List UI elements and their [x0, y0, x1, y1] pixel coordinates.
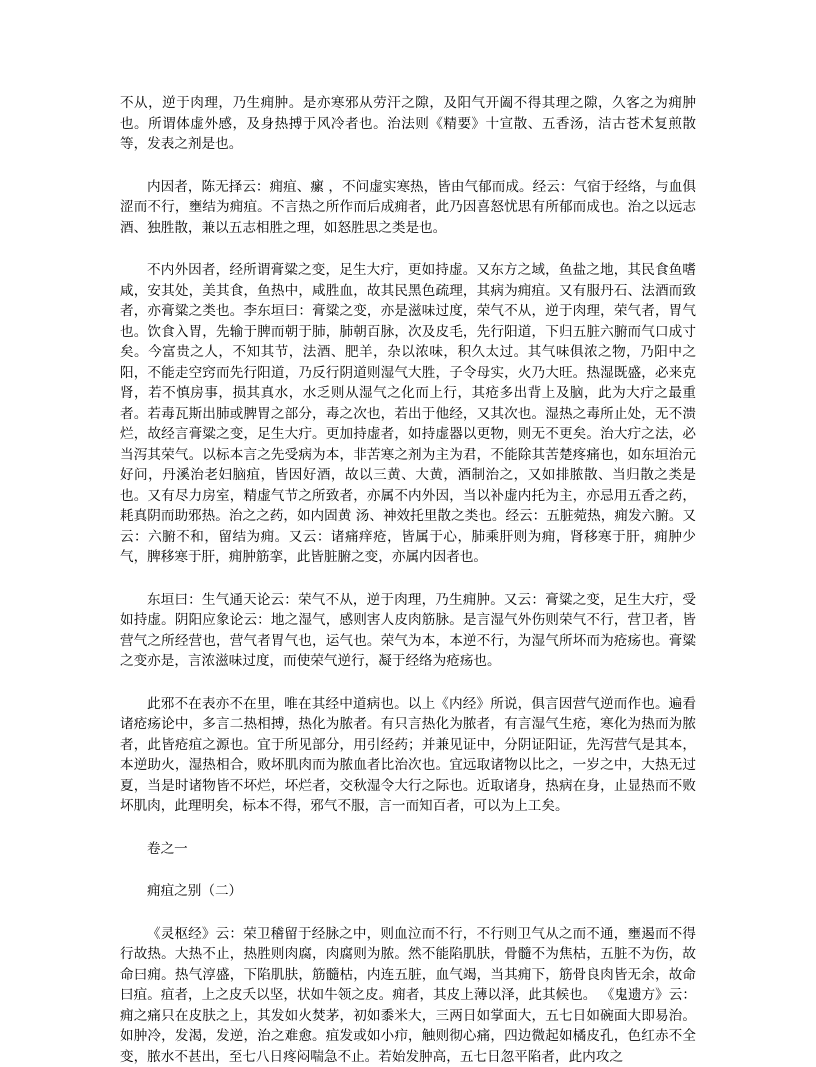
paragraph-gap: [120, 672, 696, 694]
paragraph-dongyuan: 东垣曰：生气通天论云：荣气不从，逆于肉理，乃生痈肿。又云：膏粱之变，足生大疔，受如持虚。阴阳应象论云：地之湿气，感则害人皮肉筋脉。是言湿气外伤则荣气不行，营卫者，皆营气之所经营也，营气者胃气也，运气也。荣气为本，本逆不行，为湿气所坏而为疮疡也。膏粱之变亦是，言浓滋味过度，而使荣气逆行，凝于经络为疮疡也。: [120, 590, 696, 672]
paragraph-neither-internal-external: 不内外因者，经所谓膏粱之变，足生大疔，更如持虚。又东方之域，鱼盐之地，其民食鱼嗜咸，安其处，美其食，鱼热中，咸胜血，故其民黑色疏理，其病为痈疽。又有服丹石、法酒而致者，亦膏粱之类也。李东垣曰：膏粱之变，亦是滋味过度，荣气不从，逆于肉理，荣气者，胃气也。饮食入胃，先输于脾而朝于肺，肺朝百脉，次及皮毛，先行阳道，下归五脏六腑而气口成寸矣。今富贵之人，不知其节，法酒、肥羊，杂以浓味，积久太过。其气味俱浓之物，乃阳中之阳，不能走空窍而先行阳道，乃反行阴道则湿气大胜，子令母实，火乃大旺。热湿既盛，必来克肾，若不慎房事，损其真水，水乏则从湿气之化而上行，其疮多出背上及脑，此为大疔之最重者。若毒瓦斯出肺或脾胃之部分，毒之次也，若出于他经，又其次也。湿热之毒所止处，无不溃烂，故经言膏粱之变，足生大疔。更加持虚者，如持虚器以更物，则无不更矣。治大疔之法，必当泻其荣气。以标本言之先受病为本，非苦寒之剂为主为君，不能除其苦楚疼痛也，如东垣治元好问，丹溪治老妇脑疽，皆因好酒，故以三黄、大黄，酒制治之，又如排脓散、当归散之类是也。又有尽力房室，精虚气节之所致者，亦属不内外因，当以补虚内托为主，亦忌用五香之药，耗真阴而助邪热。治之之药，如内固黄 汤、神效托里散之类也。经云：五脏菀热，痈发六腑。又云：六腑不和，留结为痈。又云：诸痛痒疮，皆属于心，肺乘肝则为痈，肾移寒于肝，痈肿少气，脾移寒于肝，痈肿筋挛，此皆脏腑之变，亦属内因者也。: [120, 260, 696, 568]
paragraph-gap: [120, 859, 696, 881]
paragraph-continuation: 不从，逆于肉理，乃生痈肿。是亦寒邪从劳汗之隙，及阳气开阖不得其理之隙，久客之为痈肿也。所谓体虚外感，及身热搏于风冷者也。治法则《精要》十宣散、五香汤，洁古苍术复煎散等，发表之剂是也。: [120, 93, 696, 155]
paragraph-gap: [120, 155, 696, 177]
paragraph-gap: [120, 902, 696, 924]
paragraph-gap: [120, 568, 696, 590]
paragraph-gap: [120, 817, 696, 839]
paragraph-evil-qi: 此邪不在表亦不在里，唯在其经中道病也。以上《内经》所说，俱言因营气逆而作也。遍看诸疮疡论中，多言二热相搏，热化为脓者。有只言热化为脓者，有言湿气生疮，寒化为热而为脓者，此皆疮疽之源也。宜于所见部分，用引经药；并兼见证中，分阴证阳证，先泻营气是其本，本逆助火，湿热相合，败坏肌肉而为脓血者比治次也。宜远取诸物以比之，一岁之中，大热无过夏，当是时诸物皆不坏烂，坏烂者，交秋湿令大行之际也。近取诸身，热病在身，止显热而不败坏肌肉，此理明矣，标本不得，邪气不服，言一而知百者，可以为上工矣。: [120, 694, 696, 817]
document-page: [120, 93, 696, 1067]
paragraph-internal-cause: 内因者，陈无择云：痈疽、瘰 ，不问虚实寒热，皆由气郁而成。经云：气宿于经络，与血俱涩而不行，壅结为痈疽。不言热之所作而后成痈者，此乃因喜怒忧思有所郁而成也。治之以远志酒、独胜散，兼以五志相胜之理，如怒胜思之类是也。: [120, 177, 696, 239]
section-heading: 痈疽之别（二）: [120, 881, 696, 902]
volume-heading: 卷之一: [120, 839, 696, 860]
paragraph-gap: [120, 238, 696, 260]
paragraph-lingshu: 《灵枢经》云：荣卫稽留于经脉之中，则血泣而不行，不行则卫气从之而不通，壅遏而不得行故热。大热不止，热胜则肉腐，肉腐则为脓。然不能陷肌肤，骨髓不为焦枯，五脏不为伤，故命曰痈。热气淳盛，下陷肌肤，筋髓枯，内连五脏，血气竭，当其痈下，筋骨良肉皆无余，故命曰疽。疽者，上之皮夭以坚，状如牛领之皮。痈者，其皮上薄以泽，此其候也。 《鬼遗方》云：痈之痛只在皮肤之上，其发如火焚茅，初如黍米大，三两日如掌面大，五七日如碗面大即易治。如肿冷，发渴，发逆，治之难愈。疽发或如小疖，触则彻心痛，四边微起如橘皮孔，色红赤不全变，脓水不甚出，至七八日疼闷喘急不止。若始发肿高，五七日忽平陷者，此内攻之: [120, 924, 696, 1067]
